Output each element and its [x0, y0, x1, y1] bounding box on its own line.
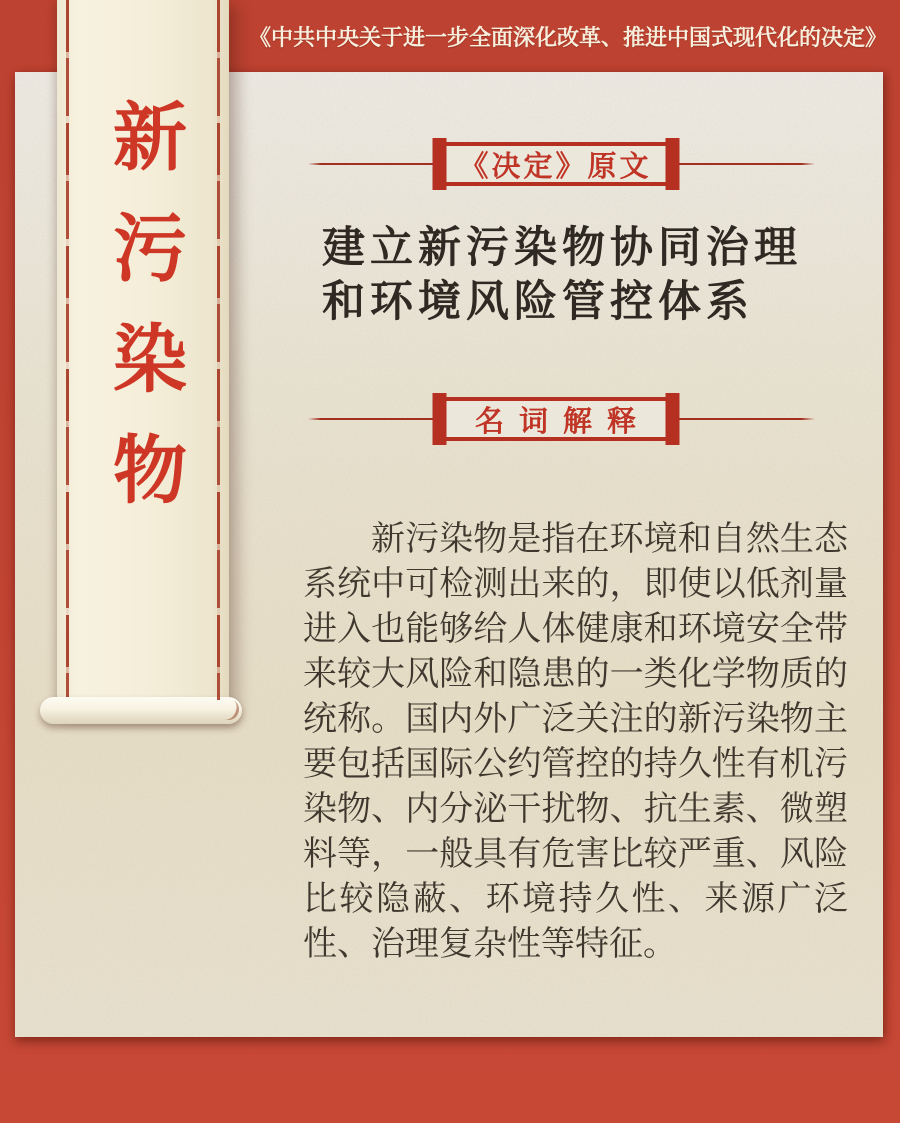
decision-badge: [432, 142, 679, 186]
scroll-bottom-roll: [40, 697, 242, 724]
glossary-badge-row: [228, 397, 883, 441]
glossary-badge: [432, 397, 679, 441]
rule-right: [678, 163, 816, 165]
policy-heading: [322, 222, 802, 330]
decision-badge-row: [228, 142, 883, 186]
heading-line-2: 和环境风险管控体系: [322, 279, 754, 326]
document-title: 《中共中央关于进一步全面深化改革、推进中国式现代化的决定》: [249, 24, 888, 50]
rule-left: [308, 163, 434, 165]
rule-left: [308, 418, 434, 420]
heading-line-1: 建立新污染物协同治理: [322, 225, 802, 272]
decision-badge-label: 《决定》原文: [459, 150, 652, 183]
glossary-badge-label: 名词解释: [474, 405, 651, 438]
rule-right: [678, 418, 816, 420]
scroll-vertical-title: 新污染物: [102, 98, 184, 542]
hanging-scroll: [57, 0, 229, 712]
top-banner: [249, 0, 888, 72]
definition-paragraph: 新污染物是指在环境和自然生态系统中可检测出来的，即使以低剂量进入也能够给人体健康和环境安全带来较大风险和隐患的一类化学物质的统称。国内外广泛关注的新污染物主要包括国际公约管控的持久性有机污染物、内分泌干扰物、抗生素、微塑料等，一般具有危害比较严重、风险比较隐蔽、环境持久性、来源广泛性、治理复杂性等特征。: [303, 521, 848, 963]
